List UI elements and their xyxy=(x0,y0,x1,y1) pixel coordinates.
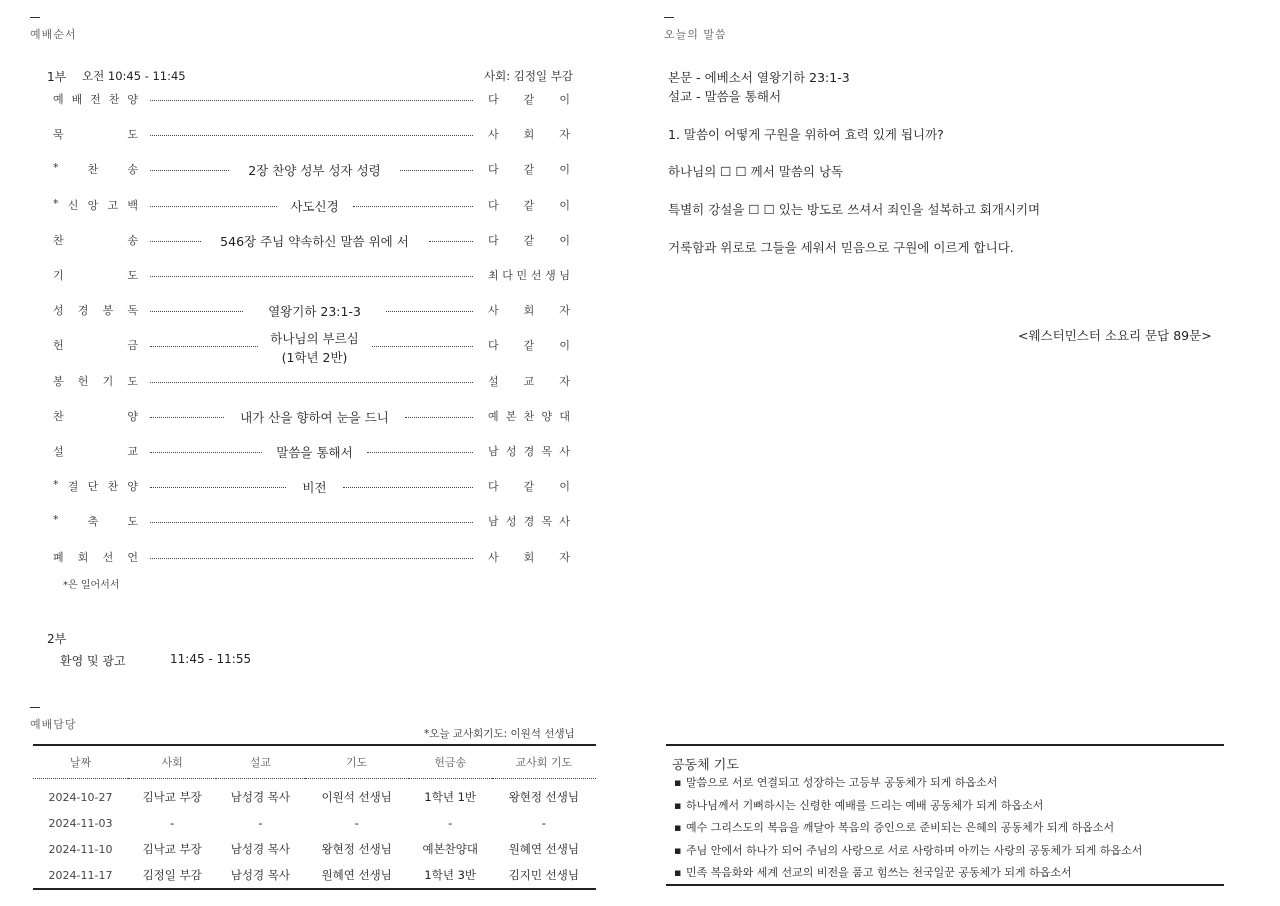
word-section-title: 오늘의 말씀 xyxy=(664,28,727,41)
label-char: 폐 xyxy=(53,550,64,564)
leader-char: 다 xyxy=(502,269,513,282)
order-row xyxy=(53,443,573,461)
standing-note: *은 일어서서 xyxy=(63,580,120,591)
order-item-leader xyxy=(488,302,570,318)
leader-char: 사 xyxy=(559,515,570,529)
order-item-leader xyxy=(488,232,570,248)
label-char: * xyxy=(53,513,59,527)
label-char: 도 xyxy=(127,515,138,529)
label-char: 결 xyxy=(67,480,79,494)
leader-char: 경 xyxy=(523,515,535,529)
leader-char: 생 xyxy=(545,269,556,282)
part2-item: 환영 및 광고 xyxy=(60,654,126,668)
part1-label: 1부 xyxy=(47,70,67,84)
label-char: 언 xyxy=(127,550,138,564)
label-char: 송 xyxy=(127,233,138,247)
cell: 남성경 목사 xyxy=(230,842,290,856)
leader-char: 찬 xyxy=(523,409,535,423)
leader-char: 이 xyxy=(559,93,570,106)
order-item-label xyxy=(53,302,138,318)
label-char: 찬 xyxy=(108,93,120,106)
order-item-leader xyxy=(488,197,570,213)
community-prayer-box xyxy=(666,744,1224,886)
leader-char: 예 xyxy=(488,409,499,423)
leader-char: 사 xyxy=(488,128,499,142)
label-char: 찬 xyxy=(53,409,64,423)
order-item-label xyxy=(53,267,138,283)
prayer-list xyxy=(674,774,1142,887)
label-char: 선 xyxy=(102,550,114,564)
leader-char: 설 xyxy=(488,374,499,388)
leader-char: 같 xyxy=(523,198,535,212)
order-row xyxy=(53,161,573,179)
list-item xyxy=(674,842,1142,865)
leader-char: 같 xyxy=(523,163,535,177)
table-row xyxy=(33,836,596,862)
sermon-title: 설교 - 말씀을 통해서 xyxy=(668,89,782,104)
col-offering-song: 헌금송 xyxy=(409,745,492,779)
prayer-text: 민족 복음화와 세계 선교의 비전을 품고 힘쓰는 천국일꾼 공동체가 되게 하옵소서 xyxy=(686,866,1072,879)
leader-char: 자 xyxy=(559,374,570,388)
leader-char: 자 xyxy=(559,128,570,142)
dotted-leader xyxy=(150,135,473,136)
col-prayer: 기도 xyxy=(305,745,409,779)
leader-char: 대 xyxy=(559,409,570,423)
order-item-label xyxy=(53,443,138,459)
part2-time: 11:45 - 11:55 xyxy=(170,652,252,666)
label-char: * xyxy=(53,196,59,210)
label-char: 성 xyxy=(53,304,64,318)
table-row xyxy=(33,862,596,889)
order-item-label xyxy=(53,232,138,248)
leader-char: 회 xyxy=(523,128,535,142)
presider: 사회: 김정일 부감 xyxy=(484,69,573,83)
leader-char: 이 xyxy=(559,163,570,177)
duty-header-row xyxy=(33,745,596,779)
cell-date: 2024-10-27 xyxy=(48,790,113,804)
cell: - xyxy=(258,816,263,830)
prayer-text: 예수 그리스도의 복음을 깨달아 복음의 증인으로 준비되는 은혜의 공동체가 되게 하옵소서 xyxy=(686,821,1115,834)
cell: - xyxy=(354,816,359,830)
label-char: 경 xyxy=(77,304,89,318)
order-row xyxy=(53,302,573,320)
order-row xyxy=(53,549,573,567)
label-char: 금 xyxy=(127,339,138,353)
order-item-leader xyxy=(488,513,570,529)
label-char: * xyxy=(53,161,59,175)
cell: - xyxy=(170,816,175,830)
label-char: 독 xyxy=(127,304,138,318)
order-item-leader xyxy=(488,91,570,107)
label-char: 기 xyxy=(53,269,64,282)
order-row xyxy=(53,513,573,531)
order-item-label xyxy=(53,197,138,213)
leader-char: 다 xyxy=(488,93,499,106)
label-char: 앙 xyxy=(87,198,99,212)
leader-char: 이 xyxy=(559,480,570,494)
order-item-detail: 열왕기하 23:1-3 xyxy=(268,304,361,320)
section-mark xyxy=(30,17,40,18)
catechism-source: <웨스터민스터 소요리 문답 89문> xyxy=(1018,328,1212,343)
bullet-icon: ▪ xyxy=(674,821,682,834)
label-char: 송 xyxy=(127,163,138,177)
answer-line-3: 거룩함과 위로로 그들을 세워서 믿음으로 구원에 이르게 합니다. xyxy=(668,240,1014,255)
label-char: 단 xyxy=(87,480,99,494)
label-char: 찬 xyxy=(53,233,64,247)
list-item xyxy=(674,864,1142,887)
catechism-question: 1. 말씀이 어떻게 구원을 위하여 효력 있게 됩니까? xyxy=(668,127,944,142)
part2-label: 2부 xyxy=(47,632,67,646)
label-char: 예 xyxy=(53,93,64,106)
label-char: 양 xyxy=(127,409,138,423)
leader-char: 회 xyxy=(523,304,535,318)
dotted-leader xyxy=(150,100,473,101)
dotted-leader xyxy=(150,382,473,383)
leader-char: 같 xyxy=(523,93,535,106)
leader-char: 교 xyxy=(523,374,535,388)
label-char: 양 xyxy=(127,93,138,106)
leader-char: 이 xyxy=(559,233,570,247)
list-item xyxy=(674,819,1142,842)
leader-char: 회 xyxy=(523,550,535,564)
table-row xyxy=(33,810,596,836)
order-item-leader xyxy=(488,267,570,283)
order-item-detail: 2장 찬양 성부 성자 성령 xyxy=(248,163,381,179)
prayer-text: 하나님께서 기뻐하시는 신령한 예배를 드리는 예배 공동체가 되게 하옵소서 xyxy=(686,798,1044,812)
dotted-leader xyxy=(150,522,473,523)
label-char: 헌 xyxy=(77,374,89,388)
answer-line-1: 하나님의 ☐ ☐ 께서 말씀의 낭독 xyxy=(668,164,844,179)
label-char: 양 xyxy=(127,480,138,494)
leader-char: 성 xyxy=(505,515,517,529)
cell: - xyxy=(541,816,546,830)
scripture-text: 본문 - 에베소서 열왕기하 23:1-3 xyxy=(668,70,850,85)
cell-date: 2024-11-17 xyxy=(48,868,113,882)
order-item-detail: 546장 주님 약속하신 말씀 위에 서 xyxy=(220,233,409,249)
cell: 남성경 목사 xyxy=(230,868,290,882)
order-item-label xyxy=(53,126,138,142)
cell: 예본찬양대 xyxy=(422,842,479,856)
order-section-title: 예배순서 xyxy=(30,28,77,41)
duty-section-title: 예배담당 xyxy=(30,718,77,731)
leader-char: 양 xyxy=(541,409,553,423)
label-char: 백 xyxy=(127,198,138,212)
order-item-label xyxy=(53,513,138,529)
section-mark xyxy=(664,17,674,18)
cell: 왕현정 선생님 xyxy=(508,790,580,804)
leader-char: 최 xyxy=(488,269,499,282)
leader-char: 목 xyxy=(541,445,553,458)
order-item-detail: 비전 xyxy=(302,480,327,496)
leader-char: 본 xyxy=(505,409,517,423)
leader-char: 민 xyxy=(516,269,528,282)
label-char: 도 xyxy=(127,128,138,142)
cell-date: 2024-11-10 xyxy=(48,842,113,856)
order-row xyxy=(53,232,573,250)
label-char: 배 xyxy=(71,93,83,106)
order-row xyxy=(53,91,573,109)
order-item-label xyxy=(53,161,138,177)
leader-char: 같 xyxy=(523,339,535,353)
cell: 이원석 선생님 xyxy=(321,790,392,804)
leader-char: 남 xyxy=(488,515,499,529)
teacher-prayer-note: *오늘 교사회기도: 이원석 선생님 xyxy=(424,728,575,740)
label-char: 도 xyxy=(127,374,138,388)
cell: 남성경 목사 xyxy=(230,790,290,804)
label-char: 도 xyxy=(127,269,138,282)
leader-char: 사 xyxy=(488,550,499,564)
leader-char: 다 xyxy=(488,163,499,177)
section-mark xyxy=(30,707,40,708)
label-char: 봉 xyxy=(53,374,64,388)
leader-char: 이 xyxy=(559,339,570,353)
cell: 김낙교 부장 xyxy=(142,790,202,804)
order-item-leader xyxy=(488,126,570,142)
order-item-label xyxy=(53,549,138,565)
cell: 원혜연 선생님 xyxy=(508,842,580,856)
leader-char: 사 xyxy=(488,304,499,318)
label-char: 고 xyxy=(107,198,119,212)
bullet-icon: ▪ xyxy=(674,843,682,857)
leader-char: 남 xyxy=(488,445,499,458)
label-char: 찬 xyxy=(107,480,119,494)
order-item-label xyxy=(53,373,138,389)
cell: 김낙교 부장 xyxy=(142,842,202,856)
bullet-icon: ▪ xyxy=(674,798,682,812)
duty-table xyxy=(33,744,596,890)
dotted-leader xyxy=(150,558,473,559)
cell: 김지민 선생님 xyxy=(508,868,580,882)
order-item-detail: 내가 산을 향하여 눈을 드니 xyxy=(240,409,389,425)
leader-char: 선 xyxy=(530,269,542,282)
prayer-text: 주님 안에서 하나가 되어 주님의 사랑으로 서로 사랑하며 아끼는 사랑의 공동체가 되게 하옵소서 xyxy=(686,843,1143,857)
prayer-text: 말씀으로 서로 연결되고 성장하는 고등부 공동체가 되게 하옵소서 xyxy=(686,776,998,789)
label-char: 기 xyxy=(102,374,114,388)
order-row xyxy=(53,408,573,426)
order-item-leader xyxy=(488,478,570,494)
cell: - xyxy=(448,816,453,830)
label-char: 전 xyxy=(90,93,101,106)
order-item-leader xyxy=(488,373,570,389)
col-sermon: 설교 xyxy=(216,745,304,779)
cell: 왕현정 선생님 xyxy=(321,842,392,856)
label-char: 교 xyxy=(127,445,138,458)
order-row xyxy=(53,478,573,496)
leader-char: 다 xyxy=(488,233,499,247)
order-item-label xyxy=(53,337,138,353)
answer-line-2: 특별히 강설을 ☐ ☐ 있는 방도로 쓰셔서 죄인을 설복하고 회개시키며 xyxy=(668,202,1041,217)
leader-char: 님 xyxy=(559,269,570,282)
order-item-detail: 사도신경 xyxy=(290,198,339,214)
order-item-leader xyxy=(488,161,570,177)
order-item-leader xyxy=(488,549,570,565)
leader-char: 같 xyxy=(523,480,535,494)
order-item-leader xyxy=(488,337,570,353)
col-teacher-prayer: 교사회 기도 xyxy=(492,745,596,779)
table-row xyxy=(33,779,596,811)
leader-char: 사 xyxy=(559,445,570,458)
label-char: 신 xyxy=(67,198,79,212)
order-row xyxy=(53,267,573,285)
cell: 1학년 1반 xyxy=(424,790,477,804)
cell: 1학년 3반 xyxy=(424,868,477,882)
label-char: 헌 xyxy=(53,339,64,353)
label-char: 봉 xyxy=(102,304,114,318)
cell-date: 2024-11-03 xyxy=(48,816,113,830)
col-date: 날짜 xyxy=(33,745,128,779)
label-char: 축 xyxy=(87,515,99,529)
community-prayer-title: 공동체 기도 xyxy=(672,758,739,773)
order-item-detail-sub: (1학년 2반) xyxy=(281,350,348,366)
list-item xyxy=(674,797,1142,820)
col-presider: 사회 xyxy=(128,745,216,779)
label-char: 설 xyxy=(53,445,64,458)
leader-char: 자 xyxy=(559,304,570,318)
order-item-detail: 말씀을 통해서 xyxy=(276,445,353,460)
label-char: 묵 xyxy=(53,128,64,142)
leader-char: 목 xyxy=(541,515,553,529)
label-char: * xyxy=(53,478,59,492)
dotted-leader xyxy=(150,276,473,277)
order-item-detail: 하나님의 부르심 xyxy=(270,331,359,347)
order-item-label xyxy=(53,91,138,107)
bullet-icon: ▪ xyxy=(674,776,682,789)
order-row xyxy=(53,373,573,391)
order-item-label xyxy=(53,408,138,424)
cell: 원혜연 선생님 xyxy=(321,868,392,882)
order-item-label xyxy=(53,478,138,494)
leader-char: 경 xyxy=(523,445,535,458)
leader-char: 이 xyxy=(559,198,570,212)
leader-char: 같 xyxy=(523,233,535,247)
order-item-leader xyxy=(488,408,570,424)
leader-char: 성 xyxy=(505,445,517,458)
order-item-leader xyxy=(488,443,570,459)
part1-time: 오전 10:45 - 11:45 xyxy=(82,69,186,83)
leader-char: 다 xyxy=(488,480,499,494)
order-row xyxy=(53,126,573,144)
bullet-icon: ▪ xyxy=(674,866,682,879)
order-row xyxy=(53,197,573,215)
label-char: 찬 xyxy=(87,163,99,177)
leader-char: 자 xyxy=(559,550,570,564)
label-char: 회 xyxy=(77,550,89,564)
leader-char: 다 xyxy=(488,198,499,212)
order-row xyxy=(53,331,573,366)
list-item xyxy=(674,774,1142,797)
leader-char: 다 xyxy=(488,339,499,353)
cell: 김정일 부감 xyxy=(142,868,202,882)
